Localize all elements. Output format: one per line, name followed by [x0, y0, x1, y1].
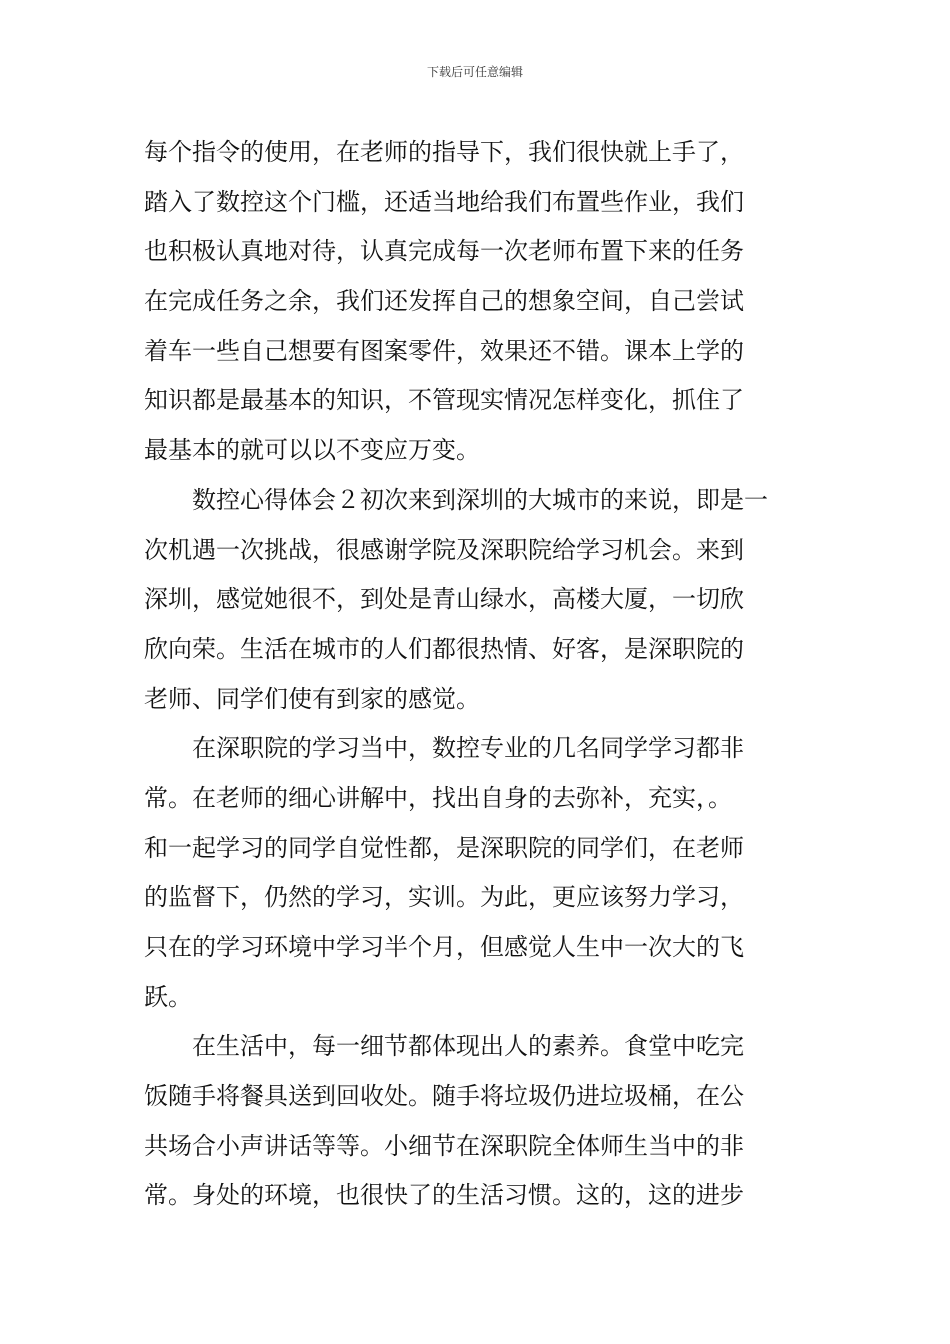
text-line: 跃。 [144, 982, 192, 1011]
text-line: 常。在老师的细心讲解中，找出自身的去弥补，充实，。 [144, 783, 732, 812]
page-header: 下载后可任意编辑 [426, 65, 523, 79]
document-body [144, 128, 808, 1221]
text-line: 最基本的就可以以不变应万变。 [144, 436, 480, 465]
text-line: 也积极认真地对待，认真完成每一次老师布置下来的任务 [144, 237, 744, 266]
text-line: 深圳，感觉她很不，到处是青山绿水，高楼大厦，一切欣 [144, 585, 744, 614]
text-line: 饭随手将餐具送到回收处。随手将垃圾仍进垃圾桶，在公 [144, 1082, 744, 1111]
text-line: 只在的学习环境中学习半个月，但感觉人生中一次大的飞 [144, 933, 744, 961]
text-line: 老师、同学们使有到家的感觉。 [144, 684, 480, 713]
paragraph-first-line: 在深职院的学习当中，数控专业的几名同学学习都非 [192, 734, 744, 763]
text-line: 共场合小声讲话等等。小细节在深职院全体师生当中的非 [144, 1131, 744, 1160]
text-line: 常。身处的环境，也很快了的生活习惯。这的，这的进步 [144, 1181, 744, 1210]
paragraph-first-line: 在生活中，每一细节都体现出人的素养。食堂中吃完 [192, 1032, 744, 1061]
text-line: 次机遇一次挑战，很感谢学院及深职院给学习机会。来到 [144, 535, 744, 564]
text-line: 欣向荣。生活在城市的人们都很热情、好客，是深职院的 [144, 634, 744, 663]
text-line: 的监督下，仍然的学习，实训。为此，更应该努力学习， [144, 883, 744, 912]
text-line: 知识都是最基本的知识，不管现实情况怎样变化，抓住了 [144, 386, 744, 415]
text-line: 在完成任务之余，我们还发挥自己的想象空间，自己尝试 [144, 287, 744, 316]
paragraph-first-line: 数控心得体会２初次来到深圳的大城市的来说，即是一 [192, 485, 768, 514]
text-line: 踏入了数控这个门槛，还适当地给我们布置些作业，我们 [144, 187, 744, 216]
text-line: 着车一些自己想要有图案零件，效果还不错。课本上学的 [144, 336, 744, 365]
text-line: 和一起学习的同学自觉性都，是深职院的同学们，在老师 [144, 833, 744, 862]
text-line: 每个指令的使用，在老师的指导下，我们很快就上手了， [144, 138, 744, 166]
